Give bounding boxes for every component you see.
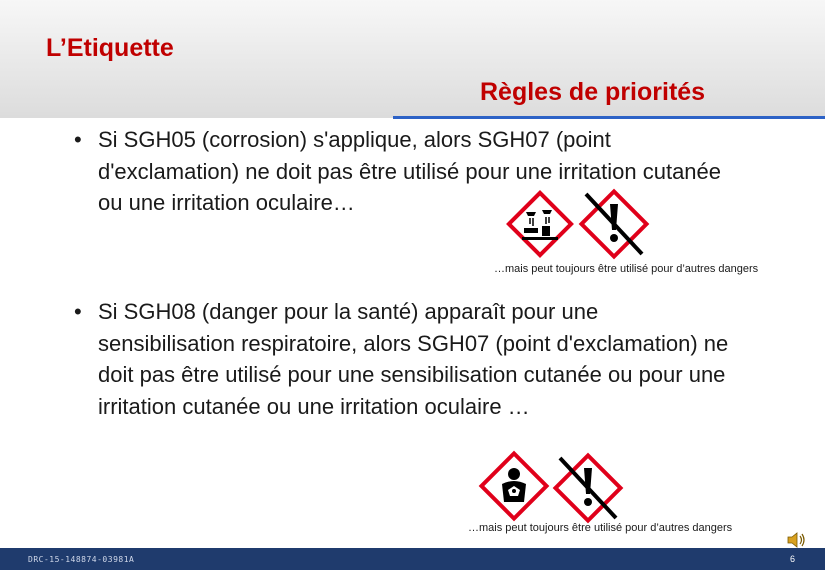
slide-subtitle: Règles de priorités	[480, 78, 706, 106]
corrosion-pictogram-icon	[506, 190, 574, 258]
health-hazard-pictogram-icon	[478, 450, 550, 522]
footer-reference: DRC-15-148874-03981A	[28, 555, 135, 564]
exclamation-pictogram-crossed-icon	[552, 452, 624, 524]
exclamation-pictogram-crossed-icon	[578, 188, 650, 260]
bullet-marker: •	[74, 127, 82, 152]
bullet-text-sgh05: Si SGH05 (corrosion) s'applique, alors SGH07 (point d'exclamation) ne doit pas être utilisé pour une irritation cutanée ou une irritation oculaire…	[98, 127, 722, 215]
accent-divider	[393, 116, 825, 119]
bullet-text-sgh08: Si SGH08 (danger pour la santé) apparaît pour une sensibilisation respiratoire, alors SGH07 (point d'exclamation) ne doit pas être utilisé pour une sensibilisation cutanée ou pour une irritation cutanée ou une irritation oculaire …	[98, 299, 729, 419]
note-other-dangers: …mais peut toujours être utilisé pour d’autres dangers	[494, 263, 759, 275]
speaker-icon[interactable]	[786, 530, 808, 550]
slide-title: L’Etiquette	[46, 34, 174, 62]
note-other-dangers: …mais peut toujours être utilisé pour d’autres dangers	[468, 522, 733, 534]
page-number: 6	[790, 554, 796, 564]
bullet-marker: •	[74, 299, 82, 324]
